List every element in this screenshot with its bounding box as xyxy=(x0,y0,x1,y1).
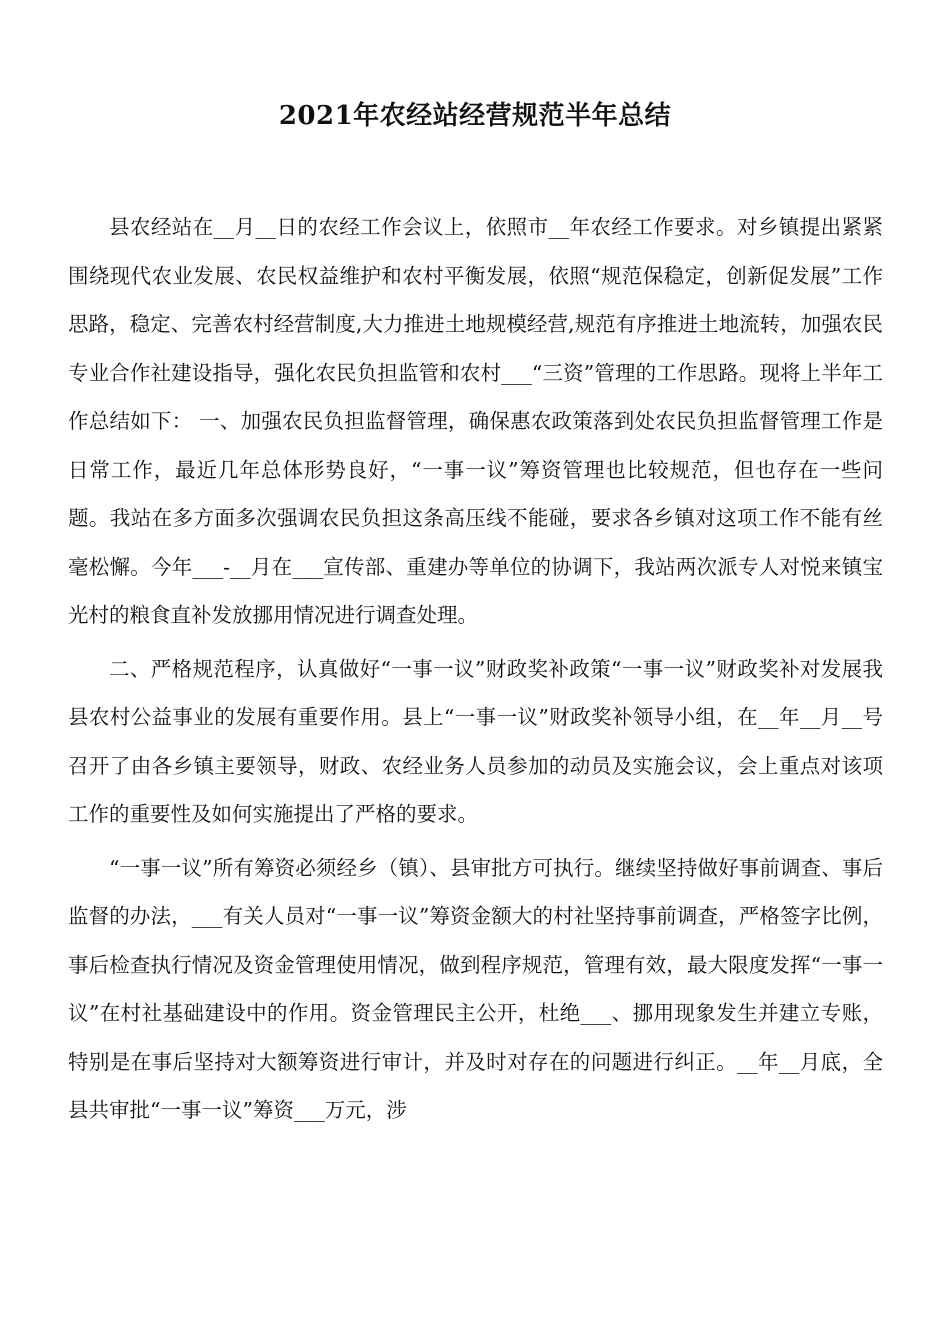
paragraph-section-two: 二、严格规范程序，认真做好“一事一议”财政奖补政策“一事一议”财政奖补对发展我县农村公益事业的发展有重要作用。县上“一事一议”财政奖补领导小组，在__年__月__号召开了由各乡镇主要领导，财政、农经业务人员参加的动员及实施会议，会上重点对该项工作的重要性及如何实施提出了严格的要求。 xyxy=(68,656,883,826)
document-body xyxy=(68,203,883,1140)
paragraph-intro: 县农经站在__月__日的农经工作会议上，依照市__年农经工作要求。对乡镇提出紧紧围绕现代农业发展、农民权益维护和农村平衡发展，依照“规范保稳定，创新促发展”工作思路，稳定、完善农村经营制度,大力推进土地规模经营,规范有序推进土地流转，加强农民专业合作社建设指导，强化农民负担监管和农村___“三资”管理的工作思路。现将上半年工作总结如下： 一、加强农民负担监督管理，确保惠农政策落到处农民负担监督管理工作是日常工作，最近几年总体形势良好，“一事一议”筹资管理也比较规范，但也存在一些问题。我站在多方面多次强调农民负担这条高压线不能碰，要求各乡镇对这项工作不能有丝毫松懈。今年___-__月在___宣传部、重建办等单位的协调下，我站两次派专人对悦来镇宝光村的粮食直补发放挪用情况进行调查处理。 xyxy=(68,215,883,627)
document-title: 2021年农经站经营规范半年总结 xyxy=(278,101,672,131)
paragraph-yishi-yiyi: “一事一议”所有筹资必须经乡（镇）、县审批方可执行。继续坚持做好事前调查、事后监督的办法，___有关人员对“一事一议”筹资金额大的村社坚持事前调查，严格签字比例，事后检查执行情况及资金管理使用情况，做到程序规范，管理有效，最大限度发挥“一事一议”在村社基础建设中的作用。资金管理民主公开，杜绝___、挪用现象发生并建立专账，特别是在事后坚持对大额筹资进行审计，并及时对存在的问题进行纠正。__年__月底，全县共审批“一事一议”筹资___万元，涉 xyxy=(68,855,883,1122)
